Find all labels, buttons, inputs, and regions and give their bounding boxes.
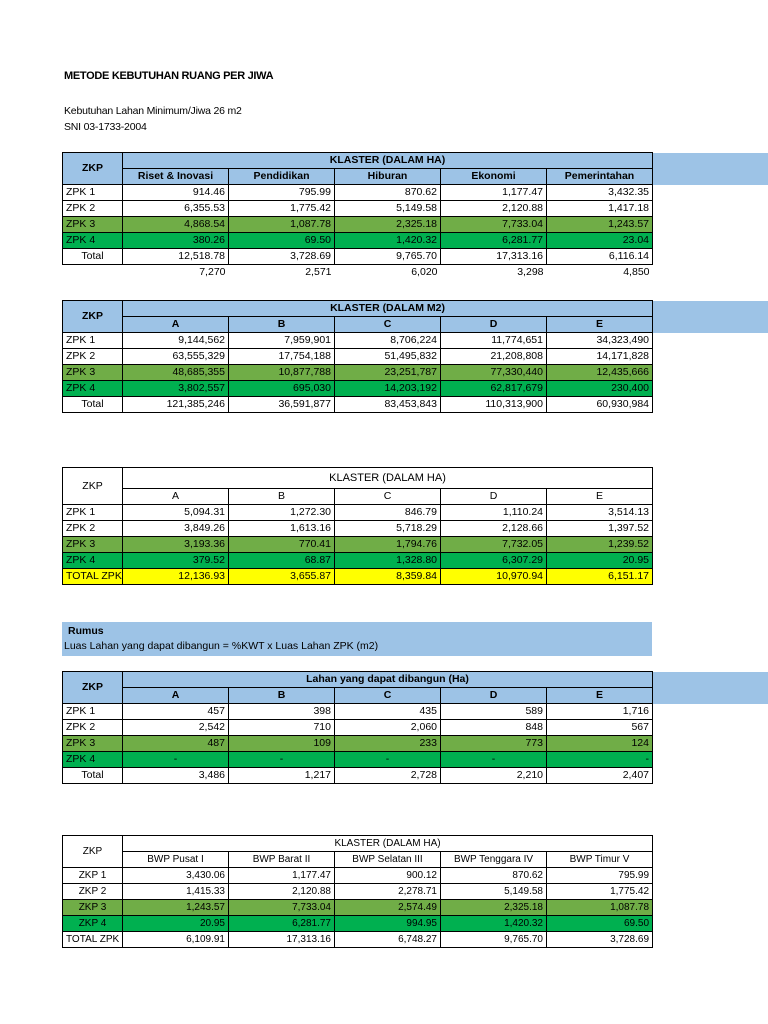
cell: 1,328.80 [335,553,441,569]
col-header: C [335,688,441,704]
table-row [63,736,653,752]
col-header: BWP Barat II [229,852,335,868]
cell: 4,868.54 [123,217,229,233]
table-row [63,704,653,720]
cell: 3,298 [441,265,547,281]
header-band-4 [652,672,768,704]
lahan-header: Lahan yang dapat dibangun (Ha) [123,672,653,688]
cell: - [123,752,229,768]
col-header: Riset & Inovasi [123,169,229,185]
col-header: BWP Selatan III [335,852,441,868]
zkp-header: ZKP [63,468,123,505]
cell: 6,748.27 [335,932,441,948]
table-row [63,217,653,233]
table-row [63,249,653,265]
cell: 1,417.18 [547,201,653,217]
cell: 1,420.32 [441,916,547,932]
row-label: ZKP 2 [63,884,123,900]
cell: 1,217 [229,768,335,784]
cell: 1,397.52 [547,521,653,537]
cell: 1,794.76 [335,537,441,553]
col-header: D [441,688,547,704]
table-row [63,752,653,768]
col-header: B [229,317,335,333]
cell: 3,655.87 [229,569,335,585]
cell: 7,959,901 [229,333,335,349]
cell: 380.26 [123,233,229,249]
row-label: TOTAL ZPK [63,932,123,948]
row-label: Total [63,249,123,265]
cell: 6,116.14 [547,249,653,265]
cell: 6,307.29 [441,553,547,569]
row-label: Total [63,768,123,784]
cell: 5,149.58 [441,884,547,900]
col-header: A [123,688,229,704]
row-label: TOTAL ZPK [63,569,123,585]
cell: 77,330,440 [441,365,547,381]
cell: 3,486 [123,768,229,784]
cell: 10,877,788 [229,365,335,381]
row-label: ZPK 2 [63,521,123,537]
cell: 6,151.17 [547,569,653,585]
klaster-header: KLASTER (DALAM HA) [123,468,653,489]
row-label: ZPK 4 [63,553,123,569]
cell: 914.46 [123,185,229,201]
cell: - [441,752,547,768]
col-header: E [547,688,653,704]
row-label: Total [63,397,123,413]
cell: 1,243.57 [123,900,229,916]
row-label: ZKP 3 [63,900,123,916]
table-klaster-ha-2 [62,467,653,585]
cell: 7,733.04 [441,217,547,233]
cell: 2,571 [229,265,335,281]
table-row [63,265,653,281]
cell: 2,128.66 [441,521,547,537]
page-title: METODE KEBUTUHAN RUANG PER JIWA [64,70,274,82]
table-row [63,868,653,884]
cell: 5,718.29 [335,521,441,537]
table-bwp-klaster [62,835,653,948]
row-label: ZPK 2 [63,201,123,217]
table-row [63,569,653,585]
cell: 62,817,679 [441,381,547,397]
table-row [63,333,653,349]
table-row [63,397,653,413]
cell: 2,325.18 [335,217,441,233]
cell: 848 [441,720,547,736]
klaster-header: KLASTER (DALAM M2) [123,301,653,317]
sni-text: SNI 03-1733-2004 [64,121,147,133]
col-header: A [123,489,229,505]
cell: 11,774,651 [441,333,547,349]
table-row [63,900,653,916]
cell: 68.87 [229,553,335,569]
cell: 20.95 [123,916,229,932]
cell: 12,518.78 [123,249,229,265]
table-row [63,553,653,569]
cell: 870.62 [335,185,441,201]
cell: 900.12 [335,868,441,884]
cell: 3,193.36 [123,537,229,553]
cell: 846.79 [335,505,441,521]
col-header: B [229,688,335,704]
row-label: ZPK 3 [63,537,123,553]
table-klaster-m2 [62,300,653,413]
cell: 83,453,843 [335,397,441,413]
cell: 20.95 [547,553,653,569]
cell: 124 [547,736,653,752]
table-row [63,365,653,381]
cell: 8,359.84 [335,569,441,585]
cell: 60,930,984 [547,397,653,413]
table-row [63,884,653,900]
col-header: C [335,489,441,505]
table-row [63,505,653,521]
col-header: Pemerintahan [547,169,653,185]
cell: 7,270 [123,265,229,281]
cell: 695,030 [229,381,335,397]
table-row [63,381,653,397]
cell: 2,325.18 [441,900,547,916]
cell: - [229,752,335,768]
col-header: E [547,489,653,505]
cell: 121,385,246 [123,397,229,413]
blank-cell [63,265,123,281]
cell: 1,239.52 [547,537,653,553]
cell: 17,313.16 [441,249,547,265]
cell: 3,728.69 [547,932,653,948]
cell: 21,208,808 [441,349,547,365]
table-row [63,185,653,201]
zkp-header: ZKP [63,836,123,868]
row-label: ZPK 3 [63,736,123,752]
cell: 1,243.57 [547,217,653,233]
col-header: Pendidikan [229,169,335,185]
cell: 7,733.04 [229,900,335,916]
cell: 2,210 [441,768,547,784]
row-label: ZPK 1 [63,333,123,349]
cell: 2,574.49 [335,900,441,916]
table-row [63,720,653,736]
cell: 233 [335,736,441,752]
table-row [63,537,653,553]
cell: 994.95 [335,916,441,932]
cell: 795.99 [547,868,653,884]
cell: 3,728.69 [229,249,335,265]
cell: 589 [441,704,547,720]
cell: 2,278.71 [335,884,441,900]
cell: 10,970.94 [441,569,547,585]
cell: 230,400 [547,381,653,397]
cell: 3,430.06 [123,868,229,884]
cell: 9,765.70 [335,249,441,265]
cell: 12,435,666 [547,365,653,381]
cell: 17,754,188 [229,349,335,365]
cell: 23.04 [547,233,653,249]
cell: 1,415.33 [123,884,229,900]
cell: 14,171,828 [547,349,653,365]
cell: 398 [229,704,335,720]
cell: 1,272.30 [229,505,335,521]
cell: 1,420.32 [335,233,441,249]
formula-heading: Rumus [68,625,104,637]
table-row [63,932,653,948]
cell: 9,144,562 [123,333,229,349]
cell: 63,555,329 [123,349,229,365]
cell: 8,706,224 [335,333,441,349]
row-label: ZPK 3 [63,217,123,233]
table-row [63,201,653,217]
header-band-1 [652,153,768,185]
row-label: ZPK 1 [63,704,123,720]
cell: 487 [123,736,229,752]
cell: 6,281.77 [229,916,335,932]
cell: 23,251,787 [335,365,441,381]
cell: 34,323,490 [547,333,653,349]
cell: 773 [441,736,547,752]
formula-box [62,622,652,656]
cell: 5,094.31 [123,505,229,521]
zkp-header: ZKP [63,672,123,704]
cell: 2,120.88 [441,201,547,217]
row-label: ZPK 1 [63,505,123,521]
cell: 6,281.77 [441,233,547,249]
col-header: A [123,317,229,333]
cell: 3,849.26 [123,521,229,537]
cell: 9,765.70 [441,932,547,948]
table-row [63,233,653,249]
cell: 567 [547,720,653,736]
cell: - [335,752,441,768]
zkp-header: ZKP [63,153,123,185]
cell: 14,203,192 [335,381,441,397]
cell: 69.50 [547,916,653,932]
table-klaster-ha-1 [62,152,653,280]
header-band-2 [652,301,768,333]
cell: 69.50 [229,233,335,249]
cell: 1,177.47 [441,185,547,201]
col-header: E [547,317,653,333]
cell: 1,716 [547,704,653,720]
cell: 4,850 [547,265,653,281]
cell: 6,109.91 [123,932,229,948]
cell: 2,728 [335,768,441,784]
cell: 1,177.47 [229,868,335,884]
cell: 5,149.58 [335,201,441,217]
cell: 12,136.93 [123,569,229,585]
cell: 3,802,557 [123,381,229,397]
col-header: D [441,317,547,333]
cell: 2,407 [547,768,653,784]
cell: 36,591,877 [229,397,335,413]
table-row [63,768,653,784]
col-header: Hiburan [335,169,441,185]
cell: 7,732.05 [441,537,547,553]
col-header: BWP Pusat I [123,852,229,868]
cell: - [547,752,653,768]
cell: 1,775.42 [547,884,653,900]
col-header: BWP Timur V [547,852,653,868]
cell: 109 [229,736,335,752]
cell: 1,613.16 [229,521,335,537]
cell: 870.62 [441,868,547,884]
cell: 1,775.42 [229,201,335,217]
cell: 17,313.16 [229,932,335,948]
row-label: ZPK 2 [63,349,123,365]
row-label: ZKP 4 [63,916,123,932]
cell: 1,110.24 [441,505,547,521]
formula-text: Luas Lahan yang dapat dibangun = %KWT x Luas Lahan ZPK (m2) [64,640,379,652]
col-header: D [441,489,547,505]
cell: 1,087.78 [229,217,335,233]
cell: 457 [123,704,229,720]
cell: 2,060 [335,720,441,736]
table-lahan-dibangun [62,671,653,784]
klaster-header: KLASTER (DALAM HA) [123,153,653,169]
cell: 48,685,355 [123,365,229,381]
cell: 1,087.78 [547,900,653,916]
cell: 3,514.13 [547,505,653,521]
row-label: ZPK 4 [63,381,123,397]
cell: 379.52 [123,553,229,569]
table-row [63,349,653,365]
cell: 710 [229,720,335,736]
cell: 795.99 [229,185,335,201]
table-row [63,521,653,537]
cell: 770.41 [229,537,335,553]
table-row [63,916,653,932]
row-label: ZPK 1 [63,185,123,201]
cell: 6,355.53 [123,201,229,217]
cell: 435 [335,704,441,720]
klaster-header: KLASTER (DALAM HA) [123,836,653,852]
cell: 110,313,900 [441,397,547,413]
row-label: ZPK 4 [63,233,123,249]
row-label: ZKP 1 [63,868,123,884]
row-label: ZPK 2 [63,720,123,736]
cell: 2,120.88 [229,884,335,900]
col-header: BWP Tenggara IV [441,852,547,868]
cell: 3,432.35 [547,185,653,201]
cell: 6,020 [335,265,441,281]
col-header: Ekonomi [441,169,547,185]
zkp-header: ZKP [63,301,123,333]
cell: 51,495,832 [335,349,441,365]
col-header: B [229,489,335,505]
col-header: C [335,317,441,333]
cell: 2,542 [123,720,229,736]
min-land-text: Kebutuhan Lahan Minimum/Jiwa 26 m2 [64,105,242,117]
row-label: ZPK 4 [63,752,123,768]
row-label: ZPK 3 [63,365,123,381]
